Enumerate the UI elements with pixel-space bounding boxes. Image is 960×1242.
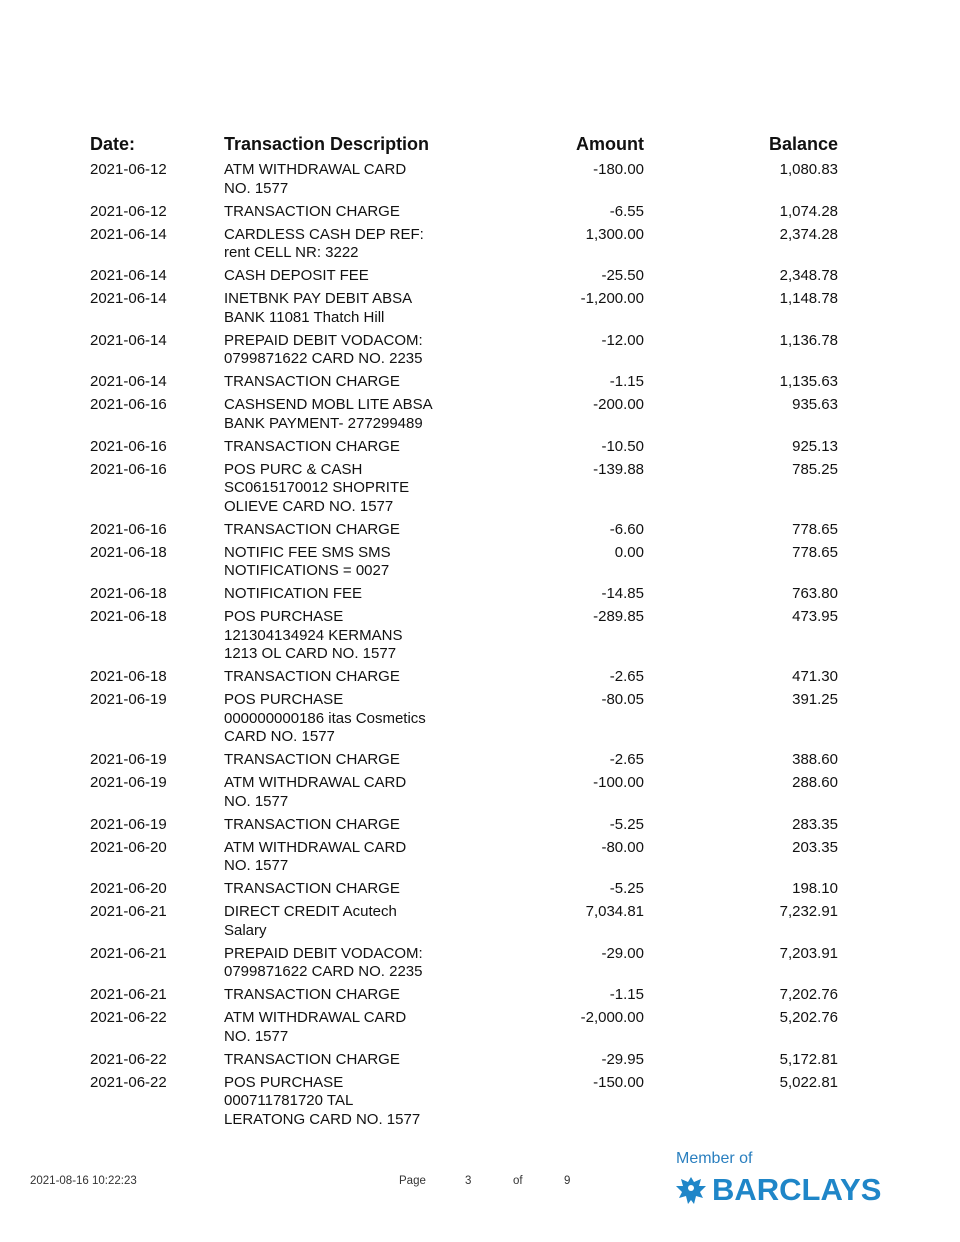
row-balance: 935.63 <box>792 396 838 413</box>
row-balance: 1,148.78 <box>779 290 838 307</box>
table-row <box>0 438 960 457</box>
row-balance: 471.30 <box>792 668 838 685</box>
table-row <box>0 691 960 747</box>
table-row <box>0 945 960 982</box>
row-date: 2021-06-14 <box>90 373 167 390</box>
row-balance: 1,074.28 <box>779 202 838 220</box>
row-amount: -2,000.00 <box>580 1009 644 1026</box>
of-label: of <box>513 1175 523 1187</box>
row-description: ATM WITHDRAWAL CARD NO. 1577 <box>224 838 407 874</box>
row-amount: -29.95 <box>601 1050 644 1068</box>
row-description: TRANSACTION CHARGE <box>224 815 400 833</box>
table-header <box>0 134 960 156</box>
row-description: POS PURCHASE 000711781720 TAL LERATONG CARD NO. 1577 <box>224 1073 421 1128</box>
row-amount: -12.00 <box>601 331 644 349</box>
row-balance: 388.60 <box>792 751 838 768</box>
row-amount: 0.00 <box>614 543 644 561</box>
row-date: 2021-06-19 <box>90 691 167 708</box>
table-row <box>0 903 960 940</box>
table-row <box>0 880 960 899</box>
row-date: 2021-06-14 <box>90 267 167 284</box>
table-row <box>0 396 960 433</box>
row-date: 2021-06-16 <box>90 437 167 455</box>
row-date: 2021-06-20 <box>90 880 167 897</box>
row-amount: 1,300.00 <box>585 225 644 243</box>
row-date: 2021-06-18 <box>90 543 167 561</box>
row-date: 2021-06-21 <box>90 903 167 920</box>
row-amount: -200.00 <box>593 396 644 413</box>
table-row <box>0 161 960 198</box>
barclays-logo <box>672 1150 882 1212</box>
table-row <box>0 816 960 835</box>
row-balance: 198.10 <box>792 880 838 897</box>
header-date: Date: <box>90 134 136 154</box>
row-description: TRANSACTION CHARGE <box>224 520 400 538</box>
eagle-icon <box>674 1174 708 1208</box>
row-amount: -29.00 <box>601 944 644 962</box>
row-description: TRANSACTION CHARGE <box>224 373 400 390</box>
table-row <box>0 608 960 664</box>
row-balance: 391.25 <box>792 691 838 708</box>
row-description: TRANSACTION CHARGE <box>224 668 400 685</box>
row-description: PREPAID DEBIT VODACOM: 0799871622 CARD NO. 2235 <box>224 944 423 980</box>
row-balance: 2,348.78 <box>779 267 838 284</box>
row-date: 2021-06-18 <box>90 608 167 625</box>
print-timestamp: 2021-08-16 10:22:23 <box>30 1175 137 1187</box>
row-balance: 7,202.76 <box>779 986 838 1003</box>
row-amount: -1,200.00 <box>580 290 644 307</box>
row-date: 2021-06-12 <box>90 161 167 178</box>
row-balance: 7,232.91 <box>779 903 838 920</box>
table-row <box>0 332 960 369</box>
table-row <box>0 774 960 811</box>
table-row <box>0 1051 960 1070</box>
row-amount: -5.25 <box>609 880 644 897</box>
header-description: Transaction Description <box>224 134 430 154</box>
row-date: 2021-06-22 <box>90 1050 167 1068</box>
row-amount: -1.15 <box>609 986 644 1003</box>
row-balance: 778.65 <box>792 543 838 561</box>
row-date: 2021-06-18 <box>90 585 167 602</box>
row-amount: -150.00 <box>593 1073 644 1091</box>
row-description: TRANSACTION CHARGE <box>224 880 400 897</box>
row-date: 2021-06-16 <box>90 520 167 538</box>
row-balance: 778.65 <box>792 520 838 538</box>
table-row <box>0 373 960 392</box>
row-balance: 5,022.81 <box>779 1073 838 1091</box>
row-amount: 7,034.81 <box>585 903 644 920</box>
row-amount: -2.65 <box>609 751 644 768</box>
row-description: TRANSACTION CHARGE <box>224 202 400 220</box>
page-label: Page <box>399 1175 426 1187</box>
table-row <box>0 544 960 581</box>
row-description: TRANSACTION CHARGE <box>224 986 400 1003</box>
row-date: 2021-06-19 <box>90 774 167 791</box>
row-date: 2021-06-22 <box>90 1073 167 1091</box>
row-description: NOTIFIC FEE SMS SMS NOTIFICATIONS = 0027 <box>224 543 391 579</box>
header-balance: Balance <box>768 134 838 154</box>
row-description: POS PURCHASE 000000000186 itas Cosmetics CARD NO. 1577 <box>224 691 426 745</box>
total-pages: 9 <box>564 1175 571 1187</box>
row-balance: 1,080.83 <box>779 161 838 178</box>
row-description: PREPAID DEBIT VODACOM: 0799871622 CARD NO. 2235 <box>224 331 423 367</box>
row-balance: 288.60 <box>792 774 838 791</box>
table-row <box>0 585 960 604</box>
row-description: INETBNK PAY DEBIT ABSA BANK 11081 Thatch Hill <box>224 290 413 326</box>
row-description: NOTIFICATION FEE <box>224 585 363 602</box>
table-row <box>0 226 960 263</box>
row-amount: -180.00 <box>593 161 644 178</box>
row-amount: -6.60 <box>609 520 644 538</box>
table-row <box>0 521 960 540</box>
row-amount: -1.15 <box>609 373 644 390</box>
row-amount: -139.88 <box>593 460 644 478</box>
row-amount: -289.85 <box>593 608 644 625</box>
barclays-wordmark: BARCLAYS <box>712 1172 882 1207</box>
row-amount: -80.00 <box>601 838 644 856</box>
table-row <box>0 461 960 517</box>
row-amount: -6.55 <box>609 202 644 220</box>
row-amount: -10.50 <box>601 437 644 455</box>
transaction-table <box>0 161 960 1134</box>
row-description: TRANSACTION CHARGE <box>224 437 400 455</box>
row-balance: 5,172.81 <box>779 1050 838 1068</box>
row-date: 2021-06-14 <box>90 290 167 307</box>
header-amount: Amount <box>576 134 644 154</box>
row-description: DIRECT CREDIT Acutech Salary <box>224 903 397 939</box>
row-balance: 925.13 <box>792 437 838 455</box>
row-amount: -5.25 <box>609 815 644 833</box>
table-row <box>0 986 960 1005</box>
table-row <box>0 839 960 876</box>
row-description: CASHSEND MOBL LITE ABSA BANK PAYMENT- 277299489 <box>224 396 433 432</box>
row-date: 2021-06-14 <box>90 331 167 349</box>
row-amount: -2.65 <box>609 668 644 685</box>
row-balance: 763.80 <box>792 585 838 602</box>
row-date: 2021-06-12 <box>90 202 167 220</box>
row-amount: -100.00 <box>593 774 644 791</box>
row-date: 2021-06-19 <box>90 751 167 768</box>
member-of-label: Member of <box>676 1150 753 1167</box>
row-amount: -14.85 <box>601 585 644 602</box>
row-description: ATM WITHDRAWAL CARD NO. 1577 <box>224 161 407 197</box>
table-row <box>0 203 960 222</box>
row-balance: 203.35 <box>792 838 838 856</box>
table-row <box>0 751 960 770</box>
row-balance: 1,135.63 <box>779 373 838 390</box>
row-date: 2021-06-16 <box>90 460 167 478</box>
row-date: 2021-06-20 <box>90 838 167 856</box>
row-balance: 473.95 <box>792 608 838 625</box>
row-description: ATM WITHDRAWAL CARD NO. 1577 <box>224 1009 407 1045</box>
row-description: CASH DEPOSIT FEE <box>224 267 369 284</box>
row-balance: 283.35 <box>792 815 838 833</box>
row-balance: 785.25 <box>792 460 838 478</box>
row-balance: 1,136.78 <box>779 331 838 349</box>
table-row <box>0 290 960 327</box>
row-date: 2021-06-14 <box>90 225 167 243</box>
row-balance: 7,203.91 <box>779 944 838 962</box>
row-description: CARDLESS CASH DEP REF: rent CELL NR: 3222 <box>224 225 424 261</box>
row-balance: 2,374.28 <box>779 225 838 243</box>
table-row <box>0 267 960 286</box>
row-balance: 5,202.76 <box>779 1009 838 1026</box>
row-description: POS PURCHASE 121304134924 KERMANS 1213 OL CARD NO. 1577 <box>224 608 403 662</box>
row-date: 2021-06-21 <box>90 944 167 962</box>
row-date: 2021-06-21 <box>90 986 167 1003</box>
row-description: TRANSACTION CHARGE <box>224 1050 400 1068</box>
table-row <box>0 1009 960 1046</box>
row-date: 2021-06-16 <box>90 396 167 413</box>
table-row <box>0 1074 960 1130</box>
page-number: 3 <box>465 1175 472 1187</box>
row-date: 2021-06-22 <box>90 1009 167 1026</box>
row-date: 2021-06-18 <box>90 668 167 685</box>
row-date: 2021-06-19 <box>90 815 167 833</box>
row-description: TRANSACTION CHARGE <box>224 751 400 768</box>
row-description: POS PURC & CASH SC0615170012 SHOPRITE OLIEVE CARD NO. 1577 <box>224 460 410 515</box>
table-row <box>0 668 960 687</box>
row-amount: -25.50 <box>601 267 644 284</box>
row-description: ATM WITHDRAWAL CARD NO. 1577 <box>224 774 407 810</box>
row-amount: -80.05 <box>601 691 644 708</box>
